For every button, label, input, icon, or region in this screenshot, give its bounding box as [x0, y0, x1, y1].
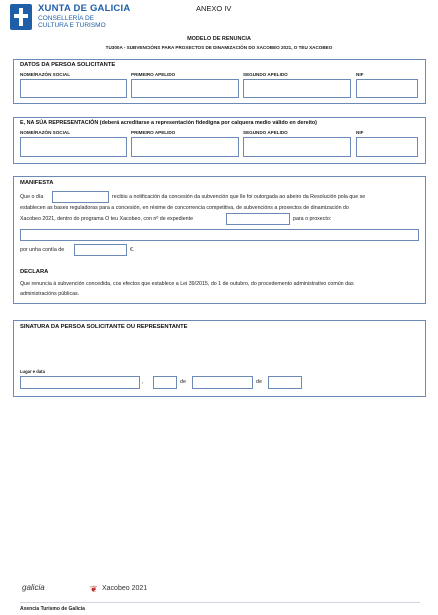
- notification-date-field[interactable]: [52, 191, 109, 203]
- model-subtitle: TU300A - SUBVENCIÓNS PARA PROXECTOS DE DINAMIZACIÓN DO XACOBEO 2021, O TEU XACOBEO: [105, 45, 333, 50]
- applicant-nif-label: NIF: [356, 72, 364, 77]
- project-name-field[interactable]: [20, 229, 419, 241]
- place-field[interactable]: [20, 376, 140, 389]
- logo-subtitle-line2: CULTURA E TURISMO: [38, 22, 106, 29]
- euro-sign: €.: [130, 247, 135, 253]
- rep-surname1-label: PRIMEIRO APELIDO: [131, 130, 176, 135]
- rep-surname1-field[interactable]: [131, 137, 239, 157]
- signature-title: SINATURA DA PERSOA SOLICITANTE OU REPRESENTANTE: [20, 324, 188, 330]
- annex-label: ANEXO IV: [196, 4, 232, 13]
- xacobeo-logo-text: Xacobeo 2021: [102, 585, 148, 592]
- rep-surname2-label: SEGUNDO APELIDO: [243, 130, 288, 135]
- applicant-section-title: DATOS DA PERSOA SOLICITANTE: [20, 62, 116, 68]
- applicant-surname1-label: PRIMEIRO APELIDO: [131, 72, 176, 77]
- applicant-surname2-label: SEGUNDO APELIDO: [243, 72, 288, 77]
- agency-name: Axencia Turismo de Galicia: [20, 606, 85, 612]
- logo-subtitle-line1: CONSELLERÍA DE: [38, 15, 94, 22]
- footer-divider: [20, 602, 420, 603]
- xacobeo-logo-icon: ❦: [90, 584, 98, 594]
- declara-title: DECLARA: [20, 269, 49, 275]
- applicant-surname1-field[interactable]: [131, 79, 239, 98]
- de-separator-1: de: [180, 379, 186, 385]
- manifest-project-text: para o proxecto:: [293, 216, 332, 222]
- manifest-line2-text: establecen as bases reguladoras para a concesión, en réxime de concorrencia competitiva, de subvencións a proxectos de dinamización do: [20, 205, 349, 211]
- manifest-title: MANIFESTA: [20, 180, 54, 186]
- month-field[interactable]: [192, 376, 253, 389]
- day-field[interactable]: [153, 376, 177, 389]
- applicant-nif-field[interactable]: [356, 79, 418, 98]
- amount-field[interactable]: [74, 244, 127, 256]
- year-field[interactable]: [268, 376, 302, 389]
- file-number-field[interactable]: [226, 213, 290, 225]
- rep-name-field[interactable]: [20, 137, 127, 157]
- rep-name-label: NOME/RAZÓN SOCIAL: [20, 130, 71, 135]
- galicia-logo: galicia: [22, 583, 45, 592]
- applicant-surname2-field[interactable]: [243, 79, 351, 98]
- rep-nif-label: NIF: [356, 130, 364, 135]
- manifest-line3-text: Xacobeo 2021, dentro do programa O teu Xacobeo, con nº de expediente: [20, 216, 194, 222]
- comma-separator: ,: [142, 379, 144, 385]
- representative-section-title: E, NA SÚA REPRESENTACIÓN (deberá acreditarse a representación fidedigna por calquera medio válido en dereito): [20, 120, 317, 126]
- xunta-cross-logo-icon: [10, 4, 32, 30]
- rep-surname2-field[interactable]: [243, 137, 351, 157]
- applicant-name-label: NOME/RAZÓN SOCIAL: [20, 72, 71, 77]
- rep-nif-field[interactable]: [356, 137, 418, 157]
- manifest-line1-text: recibiu a notificación da concesión da subvención que lle foi outorgada ao abeiro da Resolución pola que se: [112, 194, 366, 200]
- manifest-amount-text: por unha contía de: [20, 247, 65, 253]
- declara-line1-text: Que renuncia á subvención concedida, cos efectos que establece a Lei 39/2015, do 1 de outubro, do procedemento administrativo común das: [20, 281, 354, 287]
- model-title: MODELO DE RENUNCIA: [187, 36, 251, 42]
- de-separator-2: de: [256, 379, 262, 385]
- logo-subtitle: [38, 15, 106, 29]
- applicant-name-field[interactable]: [20, 79, 127, 98]
- logo-title: XUNTA DE GALICIA: [38, 3, 131, 14]
- manifest-day-text: Que o día: [20, 194, 44, 200]
- declara-line2-text: administracións públicas.: [20, 291, 80, 297]
- place-date-label: Lugar e data: [20, 369, 45, 374]
